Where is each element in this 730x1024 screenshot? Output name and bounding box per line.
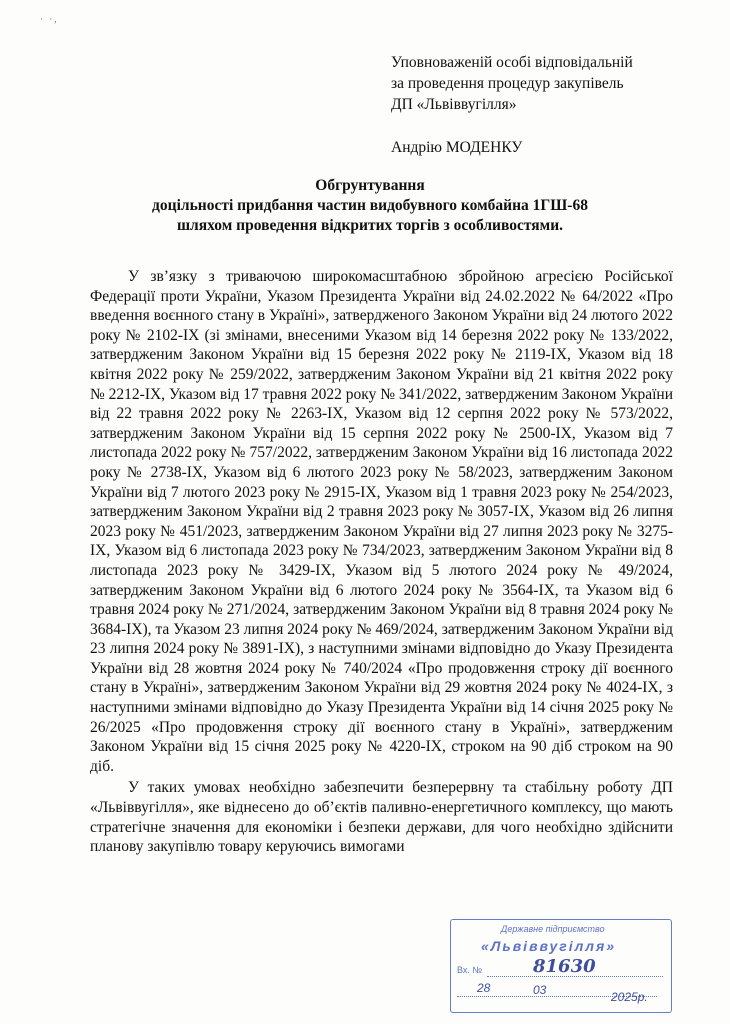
body-paragraph-1: У зв’язку з триваючою широкомасштабною збройною агресією Російської Федерації проти України, Указом Президента України від 24.02.2022 № 64/2022 «Про введення воєнного стану в Україні», затвердженого Законом України від 24 лютого 2022 року № 2102-IX (зі змінами, внесеними Указом від 14 березня 2022 року № 133/2022, затвердженим Законом України від 15 березня 2022 року № 2119-IX, Указом від 18 квітня 2022 року № 259/2022, затвердженим Законом України від 21 квітня 2022 року № 2212-IX, Указом від 17 травня 2022 року № 341/2022, затвердженим Законом України від 22 травня 2022 року № 2263-IX, Указом від 12 серпня 2022 року № 573/2022, затвердженим Законом України від 15 серпня 2022 року № 2500-IX, Указом від 7 листопада 2022 року № 757/2022, затвердженим Законом України від 16 листопада 2022 року № 2738-IX, Указом від 6 лютого 2023 року № 58/2023, затвердженим Законом України від 7 лютого 2023 року № 2915-IX, Указом від 1 травня 2023 року № 254/2023, затвердженим Законом України від 2 травня 2023 року № 3057-IX, Указом від 26 липня 2023 року № 451/2023, затвердженим Законом України від 27 липня 2023 року № 3275-IX, Указом від 6 листопада 2023 року № 734/2023, затвердженим Законом України від 8 листопада 2023 року № 3429-IX, Указом від 5 лютого 2024 року № 49/2024, затвердженим Законом України від 6 лютого 2024 року № 3564-IX, та Указом від 6 травня 2024 року № 271/2024, затвердженим Законом України від 8 травня 2024 року № 3684-IX), та Указом 23 липня 2024 року № 469/2024, затвердженим Законом України від 23 липня 2024 року № 3891-IX), з наступними змінами відповідно до Указу Президента України від 28 жовтня 2024 року № 740/2024 «Про продовження строку дії воєнного стану в Україні», затвердженим Законом України від 29 жовтня 2024 року № 4024-IX, з наступними змінами відповідно до Указу Президента України від 14 січня 2025 року № 26/2025 «Про продовження строку дії воєнного стану в Україні», затвердженим Законом України від 15 січня 2025 року № 4220-IX, строком на 90 діб строком на 90 діб.: [90, 268, 673, 775]
stamp-month: 03: [533, 983, 547, 997]
addressee-block: [391, 52, 711, 158]
registration-stamp: [450, 919, 672, 1013]
title-line-3: шляхом проведення відкритих торгів з особливостями.: [176, 217, 564, 234]
stamp-year: 2025р.: [611, 990, 648, 1004]
scan-marks: · ·,: [40, 14, 59, 24]
stamp-company-name: «Львіввугілля»: [481, 938, 617, 954]
title-line-2: доцільності придбання частин видобувного комбайна 1ГШ-68: [152, 197, 588, 214]
title-line-1: Обгрунтування: [315, 177, 425, 194]
document-title: [80, 176, 660, 236]
addressee-line-2: за проведення процедур закупівель: [391, 75, 624, 92]
stamp-organization: Державне підприємство: [501, 924, 605, 934]
stamp-incoming-label: Вх. №: [457, 965, 483, 975]
addressee-name: Андрію МОДЕНКУ: [391, 139, 523, 156]
stamp-number: 81630: [533, 956, 596, 977]
addressee-line-3: ДП «Львіввугілля»: [391, 96, 517, 113]
document-body: [90, 267, 673, 857]
body-paragraph-2: У таких умовах необхідно забезпечити безперервну та стабільну роботу ДП «Львіввугілля», яке віднесено до об’єктів паливно-енергетичного комплексу, що мають стратегічне значення для економіки і безпеки держави, для чого необхідно здійснити планову закупівлю товару керуючись вимогами: [90, 779, 673, 856]
addressee-line-1: Уповноваженій особі відповідальній: [391, 54, 633, 71]
stamp-day: 28: [477, 981, 491, 995]
